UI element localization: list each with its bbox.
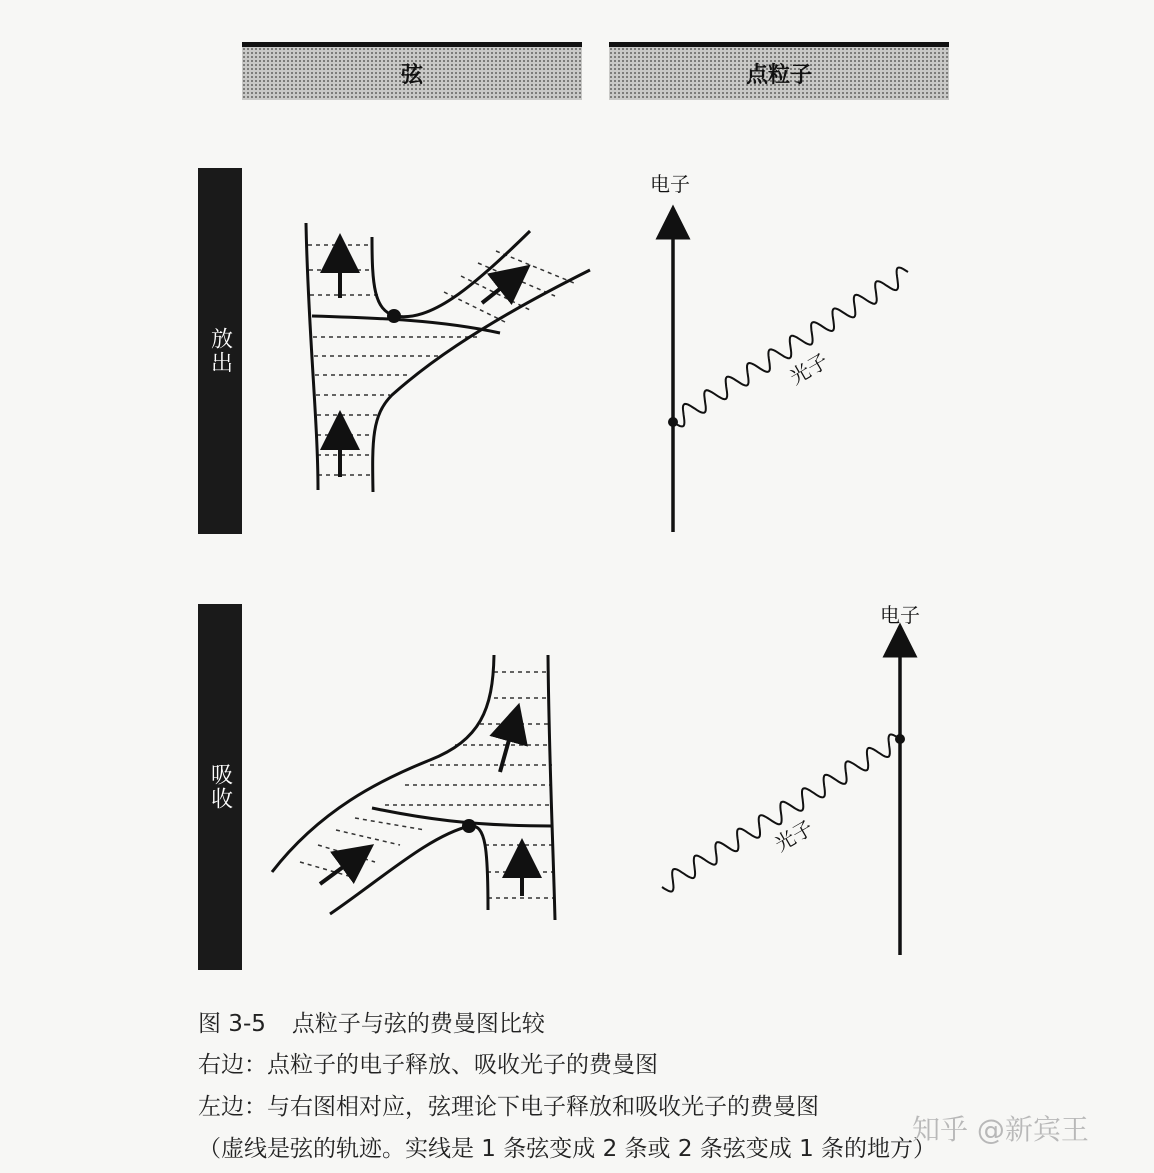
string-worldsheet-bottom	[272, 655, 555, 920]
header-point-particle-label: 点粒子	[745, 63, 812, 88]
photon-wave-bottom	[662, 735, 900, 892]
caption-line-right: 右边：点粒子的电子释放、吸收光子的费曼图	[198, 1052, 658, 1078]
absorption-vertex	[895, 734, 905, 744]
side-label-emission-text: 放出	[207, 327, 233, 375]
photon-label-top: 光子	[785, 348, 833, 390]
caption-note: （虚线是弦的轨迹。实线是 1 条弦变成 2 条或 2 条弦变成 1 条的地方）	[198, 1136, 937, 1162]
photon-wave	[673, 268, 908, 427]
string-emission-diagram	[306, 223, 590, 492]
figure-number: 图 3-5	[198, 1011, 266, 1037]
figure-title: 点粒子与弦的费曼图比较	[291, 1011, 545, 1037]
string-absorption-diagram	[272, 655, 555, 920]
caption-title	[198, 1005, 545, 1038]
header-string-label: 弦	[400, 63, 423, 88]
string-trace-dashes	[308, 245, 574, 475]
point-absorption-diagram	[662, 603, 920, 955]
caption-line-left: 左边：与右图相对应，弦理论下电子释放和吸收光子的费曼图	[198, 1094, 819, 1120]
electron-label-bottom: 电子	[880, 603, 920, 627]
interaction-vertex	[387, 309, 401, 323]
watermark-text: 知乎 @新宾王	[912, 1113, 1089, 1146]
point-emission-diagram	[650, 172, 908, 532]
emission-vertex	[668, 417, 678, 427]
string-trace-dashes-bottom	[300, 672, 555, 898]
side-label-absorption-text: 吸收	[207, 763, 233, 811]
electron-label-top: 电子	[650, 172, 690, 196]
interaction-vertex-bottom	[462, 819, 476, 833]
direction-arrows-bottom	[320, 722, 522, 896]
photon-label-bottom: 光子	[770, 815, 818, 857]
string-worldsheet	[306, 223, 590, 492]
